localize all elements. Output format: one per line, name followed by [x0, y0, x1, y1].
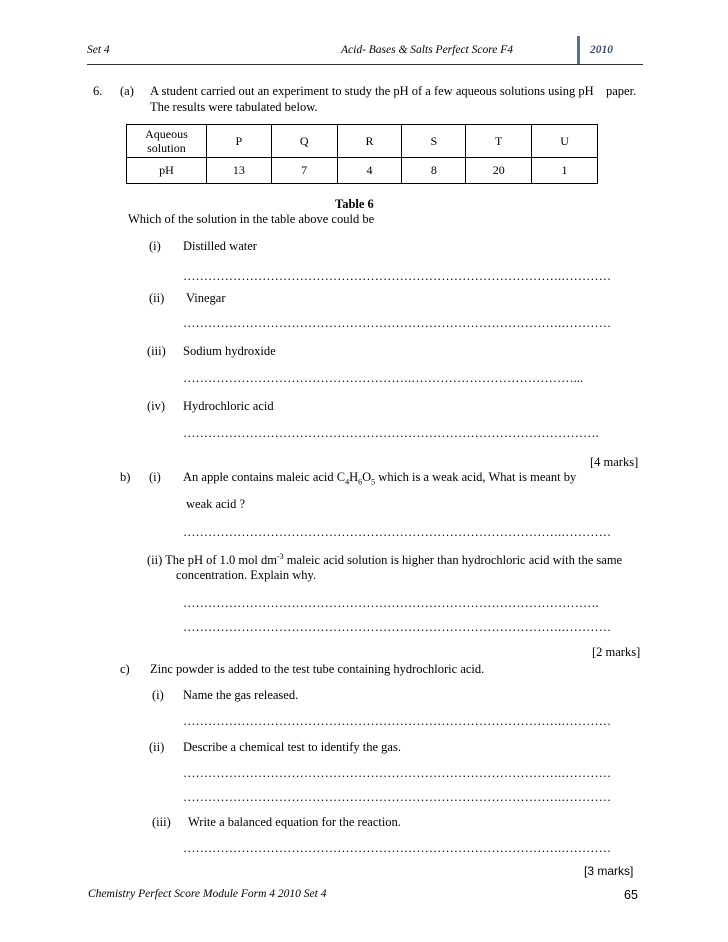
item-b-ii-post: maleic acid solution is higher than hydrochloric acid with the same [283, 553, 623, 568]
item-a-i-num: (i) [149, 239, 161, 253]
table-cell: 7 [271, 158, 337, 184]
answer-line[interactable]: ……………………………………………………………………………….………… [183, 269, 612, 283]
part-c-text: Zinc powder is added to the test tube containing hydrochloric acid. [150, 662, 485, 676]
table-cell: 13 [206, 158, 271, 184]
item-c-ii-text: Describe a chemical test to identify the gas. [183, 740, 401, 754]
table-head-label-line2: solution [147, 141, 186, 155]
item-a-iii-num: (iii) [147, 344, 166, 358]
item-b-i-line2: weak acid ? [186, 497, 245, 511]
part-a-marks: [4 marks] [590, 455, 639, 469]
item-a-ii-text: Vinegar [186, 291, 226, 305]
part-a-line1-end: paper. [606, 84, 637, 98]
part-b-label: b) [120, 470, 131, 484]
item-c-iii-num: (iii) [152, 815, 171, 829]
formula-suffix: which is a weak acid, What is meant by [378, 470, 577, 484]
answer-line[interactable]: ……………………………………………….…………………………………... [183, 371, 583, 385]
part-c-label: c) [120, 662, 130, 676]
table-head-label [127, 125, 207, 158]
table-cell: 1 [532, 158, 598, 184]
table-row [127, 158, 598, 184]
header-title: Acid- Bases & Salts Perfect Score F4 [341, 44, 514, 56]
footer-text: Chemistry Perfect Score Module Form 4 2010 Set 4 [88, 888, 327, 900]
ph-table [126, 124, 598, 184]
answer-line[interactable]: ……………………………………………………………………………….………… [183, 525, 612, 539]
item-b-ii-pre: (ii) The pH of 1.0 mol dm [147, 553, 277, 568]
answer-line[interactable]: ……………………………………………………………………………….………… [183, 620, 612, 634]
item-b-i-num: (i) [149, 470, 161, 484]
part-c-marks: [3 marks] [584, 864, 634, 878]
table-head-cell: P [206, 125, 271, 158]
item-b-i-text [183, 470, 576, 487]
answer-line[interactable]: ……………………………………………………………………………….………… [183, 841, 612, 855]
part-a-line2: The results were tabulated below. [150, 100, 318, 114]
formula-sub: 6 [358, 477, 363, 487]
item-c-iii-text: Write a balanced equation for the reaction. [188, 815, 401, 829]
answer-line[interactable]: ………………………………………………………………………………………. [183, 426, 599, 440]
item-b-ii-line2: concentration. Explain why. [176, 568, 317, 582]
item-c-i-text: Name the gas released. [183, 688, 299, 702]
part-a-label: (a) [120, 84, 134, 98]
table-head-cell: T [466, 125, 532, 158]
formula-sub: 5 [371, 477, 376, 487]
formula-o: O [362, 470, 372, 484]
question-number: 6. [93, 84, 103, 98]
part-b-marks: [2 marks] [592, 645, 641, 659]
answer-line[interactable]: ……………………………………………………………………………….………… [183, 790, 612, 804]
table-head-cell: Q [271, 125, 337, 158]
item-c-i-num: (i) [152, 688, 164, 702]
table-header-row [127, 125, 598, 158]
header-rule [87, 64, 643, 65]
header-divider [577, 36, 580, 64]
page-number: 65 [624, 888, 638, 902]
item-a-iii-text: Sodium hydroxide [183, 344, 276, 358]
table-row-label: pH [127, 158, 207, 184]
table-cell: 20 [466, 158, 532, 184]
header-set: Set 4 [87, 44, 110, 56]
formula-sub: 4 [345, 477, 350, 487]
table-head-cell: U [532, 125, 598, 158]
formula-h: H [349, 470, 359, 484]
answer-line[interactable]: ……………………………………………………………………………….………… [183, 766, 612, 780]
part-a-prompt: Which of the solution in the table above could be [128, 212, 375, 226]
part-a-line1: A student carried out an experiment to study the pH of a few aqueous solutions using pH [150, 84, 594, 98]
table-head-cell: S [402, 125, 466, 158]
table-head-label-line1: Aqueous [145, 127, 188, 141]
item-b-ii-text [147, 552, 622, 568]
formula-prefix: An apple contains maleic acid C [183, 470, 346, 484]
table-cell: 8 [402, 158, 466, 184]
answer-line[interactable]: ……………………………………………………………………………….………… [183, 316, 612, 330]
header-year: 2010 [590, 44, 613, 56]
table-caption: Table 6 [335, 197, 374, 211]
item-a-ii-num: (ii) [149, 291, 165, 305]
item-a-iv-text: Hydrochloric acid [183, 399, 274, 413]
item-c-ii-num: (ii) [149, 740, 165, 754]
table-head-cell: R [337, 125, 402, 158]
table-cell: 4 [337, 158, 402, 184]
answer-line[interactable]: ……………………………………………………………………………….………… [183, 714, 612, 728]
item-a-iv-num: (iv) [147, 399, 166, 413]
unit-sup: -3 [276, 552, 284, 561]
item-a-i-text: Distilled water [183, 239, 257, 253]
answer-line[interactable]: ………………………………………………………………………………………. [183, 596, 599, 610]
